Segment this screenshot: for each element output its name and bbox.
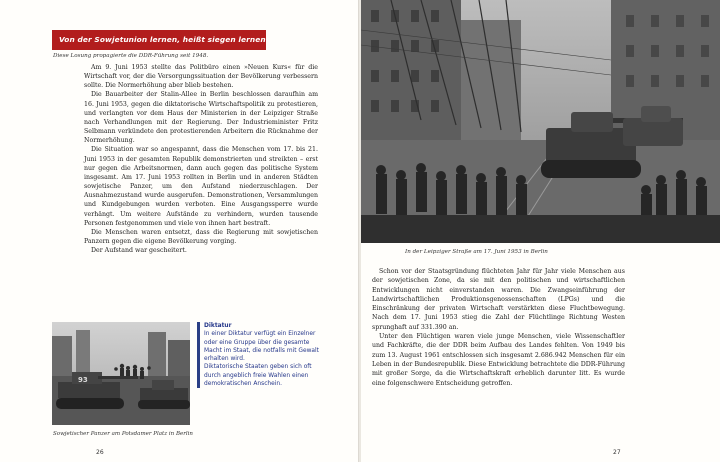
paragraph: Der Aufstand war gescheitert. [91, 247, 187, 255]
street-photo-illustration [361, 0, 720, 243]
paragraph: Die Bauarbeiter der Stalin-Allee in Berlin beschlossen daraufhin am 16. Juni 1953, gegen die diktatorische Wirtschaftspolitik zu protestieren, und verlangten vor dem Haus der Ministerien in der Leipziger Straße nach Verhandlungen mit der Regierung. Der Industrieminister Fritz Selbmann verkündete den protestierenden Arbeitern die Rücknahme der Normerhöhung. [84, 91, 318, 145]
paragraph: Am 9. Juni 1953 stellte das Politbüro einen »Neuen Kurs« für die Wirtschaft vor, der die Versorgungssituation der Bevölkerung verbessern sollte. Die Normerhöhung aber blieb bestehen. [84, 64, 318, 90]
dictatorship-infobox [197, 322, 328, 388]
paragraph: Die Situation war so angespannt, dass die Menschen vom 17. bis 21. Juni 1953 in der gesamten Republik demonstrierten und streikten – erst nur gegen die Arbeitsnormen, dann auch gegen das politische System insgesamt. Am 17. Juni 1953 rollten in Berlin und in anderen Städten sowjetische Panzer, um den Aufstand niederzuschlagen. Der Ausnahmezustand wurde ausgerufen. Demonstrationen, Versammlungen und Kundgebungen wurden verboten. Eine Ausgangssperre wurde verhängt. Um weitere Aufstände zu verhindern, wurden tausende Personen festgenommen und viele von ihnen hart bestraft. [84, 146, 318, 227]
tank-photo-illustration [52, 322, 190, 425]
infobox-text: Diktatorische Staaten geben sich oft durch angeblich freie Wahlen einen demokratischen Anschein. [204, 364, 312, 388]
right-page [361, 0, 720, 462]
street-photo-caption: In der Leipziger Straße am 17. Juni 1953 in Berlin [405, 249, 548, 255]
paragraph: Schon vor der Staatsgründung flüchteten Jahr für Jahr viele Menschen aus der sowjetischen Zone, da sie mit den politischen und wirtschaftlichen Entwicklungen nicht einverstanden waren. Die Zwangseinführung der Landwirtschaftlichen Produktionsgenossenschaften (LPGs) und die Einschränkung der privaten Wirtschaft verstärkten diese Fluchtbewegung. Nach dem 17. Juni 1953 stieg die Zahl der Flüchtlinge Richtung Westen sprunghaft auf 331.390 an. [372, 268, 625, 331]
infobox-title: Diktatur [204, 323, 232, 329]
left-body-text [84, 63, 318, 255]
page-number-left: 26 [96, 449, 104, 456]
right-body-text [372, 267, 625, 388]
paragraph: Unter den Flüchtigen waren viele junge Menschen, viele Wissenschaftler und Fachkräfte, die der DDR beim Aufbau des Landes fehlten. Von 1949 bis zum 13. August 1961 entschlossen sich insgesamt 2.686.942 Menschen für ein Leben in der Bundesrepublik. Diese Entwicklung betrachtete die DDR-Führung mit großer Sorge, da die Wirtschaftskraft erheblich darunter litt. Es wurde eine folgenschwere Entscheidung getroffen. [372, 333, 625, 387]
left-page [0, 0, 359, 462]
page-number-right: 27 [613, 449, 621, 456]
slogan-banner: Von der Sowjetunion lernen, heißt siegen lernen! [52, 30, 266, 50]
street-photo [361, 0, 720, 243]
svg-text:93: 93 [78, 376, 88, 384]
tank-photo-caption: Sowjetischer Panzer am Potsdamer Platz in Berlin [53, 431, 193, 437]
slogan-caption: Diese Losung propagierte die DDR-Führung seit 1948. [53, 53, 209, 59]
paragraph: Die Menschen waren entsetzt, dass die Regierung mit sowjetischen Panzern gegen die eigene Bevölkerung vorging. [84, 228, 318, 245]
tank-photo [52, 322, 190, 425]
infobox-text: In einer Diktatur verfügt ein Einzelner oder eine Gruppe über die gesamte Macht im Staat, die notfalls mit Gewalt erhalten wird. [204, 331, 319, 363]
